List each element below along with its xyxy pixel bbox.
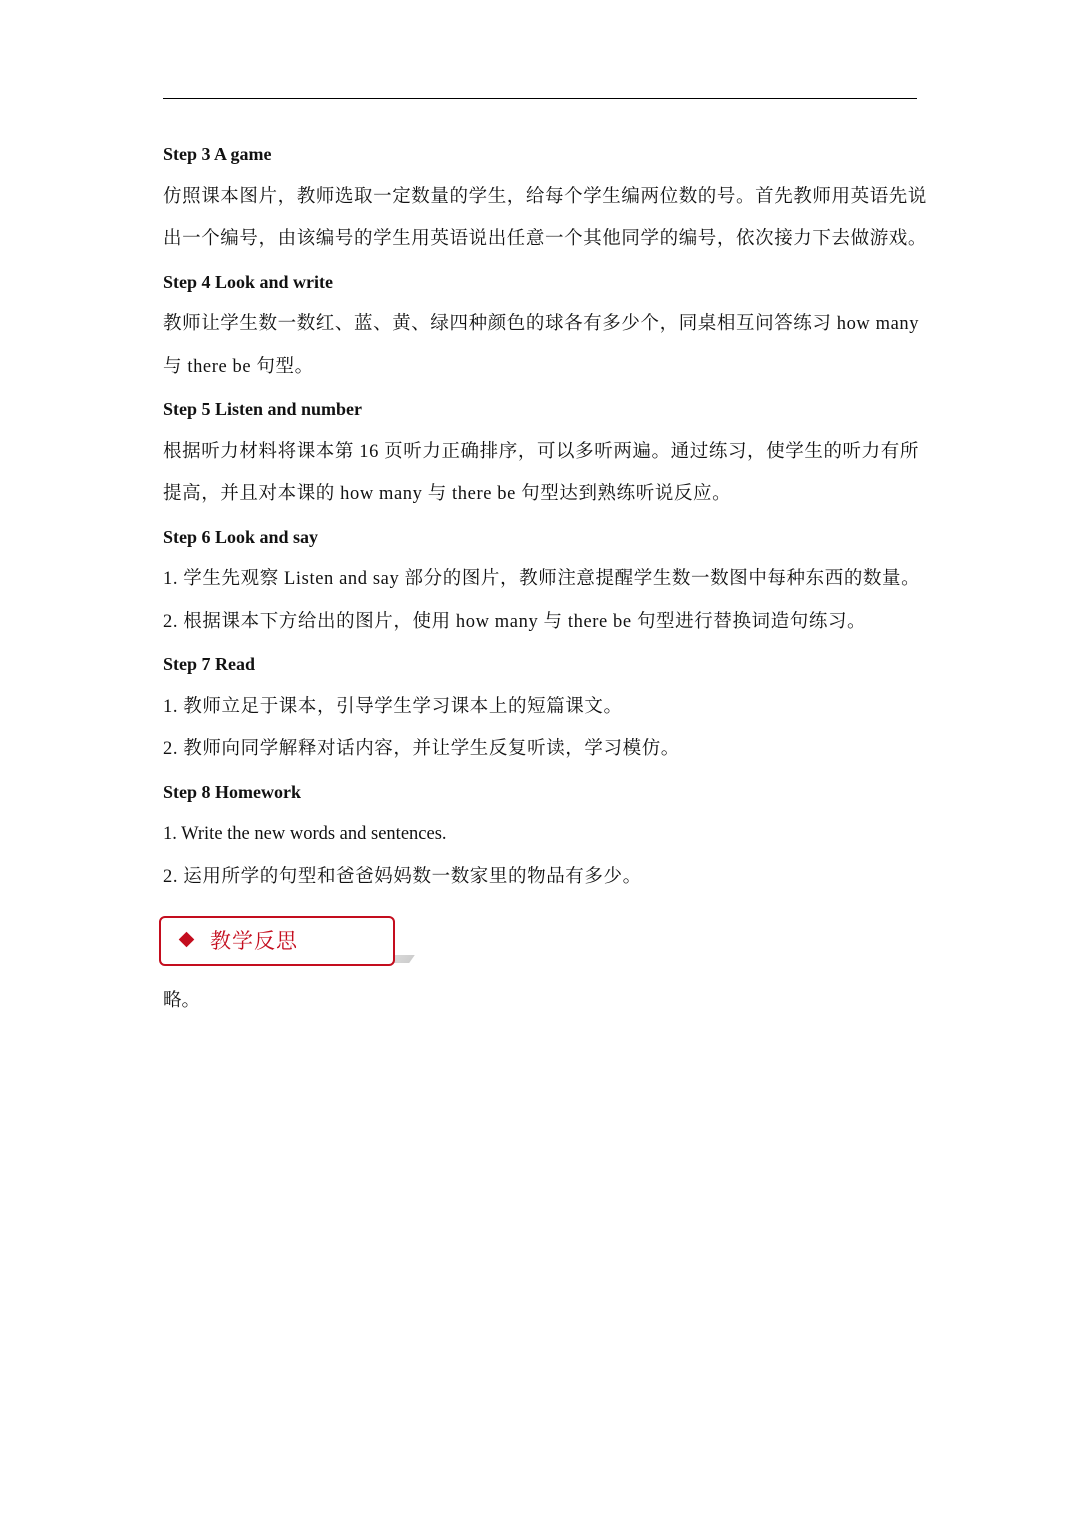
step-title: Step 7 Read (163, 654, 256, 674)
reflection-section-header (159, 916, 395, 966)
step-title: Step 3 A game (163, 144, 272, 164)
step-list-item: 1. Write the new words and sentences. (163, 824, 447, 844)
step-paragraph-line: 根据听力材料将课本第 16 页听力正确排序，可以多听两遍。通过练习，使学生的听力有所 (163, 441, 919, 462)
section-title: 教学反思 (210, 929, 298, 953)
step-title: Step 6 Look and say (163, 526, 319, 547)
step-paragraph-line: 出一个编号，由该编号的学生用英语说出任意一个其他同学的编号，依次接力下去做游戏。 (163, 229, 928, 249)
step-6 (163, 516, 923, 644)
step-4 (163, 261, 923, 389)
step-list-item: 2. 运用所学的句型和爸爸妈妈数一数家里的物品有多少。 (163, 866, 642, 887)
step-8 (163, 771, 923, 899)
step-list-item: 1. 学生先观察 Listen and say 部分的图片，教师注意提醒学生数一数图中每种东西的数量。 (163, 569, 921, 589)
step-list-item: 2. 教师向同学解释对话内容，并让学生反复听读，学习模仿。 (163, 739, 680, 759)
step-title: Step 5 Listen and number (163, 399, 363, 419)
step-paragraph-line: 与 there be 句型。 (163, 356, 314, 377)
step-paragraph-line: 教师让学生数一数红、蓝、黄、绿四种颜色的球各有多少个，同桌相互问答练习 how many (163, 314, 920, 334)
reflection-text: 略。 (163, 991, 201, 1011)
step-paragraph-line: 仿照课本图片，教师选取一定数量的学生，给每个学生编两位数的号。首先教师用英语先说 (163, 186, 928, 207)
header-rule (163, 98, 917, 99)
step-7 (163, 643, 923, 771)
step-title: Step 8 Homework (163, 781, 301, 802)
diamond-bullet-icon (179, 932, 195, 948)
step-list-item: 1. 教师立足于课本，引导学生学习课本上的短篇课文。 (163, 696, 623, 717)
step-title: Step 4 Look and write (163, 271, 334, 292)
lesson-steps (163, 133, 928, 898)
step-5 (163, 388, 923, 516)
step-3 (163, 133, 928, 261)
step-paragraph-line: 提高，并且对本课的 how many 与 there be 句型达到熟练听说反应。 (163, 484, 732, 504)
step-list-item: 2. 根据课本下方给出的图片，使用 how many 与 there be 句型进行替换词造句练习。 (163, 611, 867, 632)
